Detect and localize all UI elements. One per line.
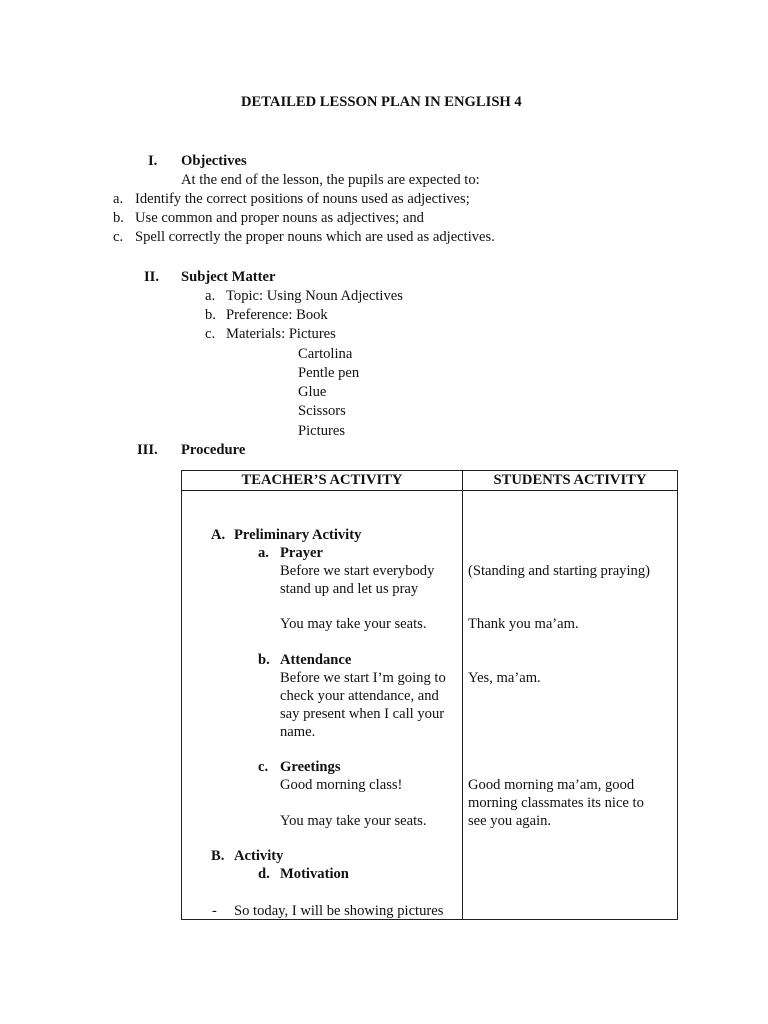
section-b-marker: B.	[211, 848, 225, 864]
attendance-marker: b.	[258, 652, 270, 668]
student-response: (Standing and starting praying)	[468, 563, 650, 579]
subject-matter-numeral: II.	[144, 269, 160, 285]
section-b-title: Activity	[234, 848, 284, 864]
subject-marker: a.	[205, 288, 216, 304]
objectives-intro: At the end of the lesson, the pupils are expected to:	[181, 172, 480, 188]
objective-marker: b.	[113, 210, 124, 226]
student-response: morning classmates its nice to	[468, 795, 644, 811]
subject-item: Topic: Using Noun Adjectives	[226, 288, 403, 304]
objective-item: Use common and proper nouns as adjectives; and	[135, 210, 424, 226]
section-a-title: Preliminary Activity	[234, 527, 362, 543]
objectives-numeral: I.	[148, 153, 158, 169]
attendance-line: Before we start I’m going to	[280, 670, 446, 686]
greetings-seats-line: You may take your seats.	[280, 813, 427, 829]
section-a-marker: A.	[211, 527, 226, 543]
material-item: Scissors	[298, 403, 346, 419]
prayer-line: stand up and let us pray	[280, 581, 419, 597]
students-activity-header: STUDENTS ACTIVITY	[493, 472, 647, 488]
motivation-title: Motivation	[280, 866, 349, 882]
student-response: Thank you ma’am.	[468, 616, 579, 632]
material-item: Cartolina	[298, 346, 353, 362]
subject-marker: b.	[205, 307, 216, 323]
greetings-line: Good morning class!	[280, 777, 403, 793]
subject-item: Preference: Book	[226, 307, 328, 323]
column-divider	[462, 471, 463, 919]
procedure-heading: Procedure	[181, 442, 246, 458]
material-item: Glue	[298, 384, 327, 400]
motivation-marker: d.	[258, 866, 270, 882]
document-title: DETAILED LESSON PLAN IN ENGLISH 4	[241, 94, 522, 110]
prayer-title: Prayer	[280, 545, 323, 561]
motivation-line: So today, I will be showing pictures	[234, 903, 444, 919]
prayer-line: Before we start everybody	[280, 563, 435, 579]
student-response: see you again.	[468, 813, 552, 829]
teacher-activity-header: TEACHER’S ACTIVITY	[241, 472, 403, 488]
greetings-title: Greetings	[280, 759, 341, 775]
student-response: Good morning ma’am, good	[468, 777, 635, 793]
subject-marker: c.	[205, 326, 216, 342]
prayer-seats-line: You may take your seats.	[280, 616, 427, 632]
material-item: Pentle pen	[298, 365, 360, 381]
material-item: Pictures	[298, 423, 346, 439]
procedure-numeral: III.	[137, 442, 158, 458]
prayer-marker: a.	[258, 545, 269, 561]
attendance-line: name.	[280, 724, 316, 740]
subject-matter-heading: Subject Matter	[181, 269, 276, 285]
objective-marker: a.	[113, 191, 124, 207]
attendance-line: check your attendance, and	[280, 688, 439, 704]
objective-item: Spell correctly the proper nouns which are used as adjectives.	[135, 229, 495, 245]
dash-bullet: -	[212, 903, 217, 919]
procedure-table	[181, 470, 678, 920]
objectives-heading: Objectives	[181, 153, 247, 169]
objective-marker: c.	[113, 229, 124, 245]
attendance-line: say present when I call your	[280, 706, 445, 722]
subject-item: Materials: Pictures	[226, 326, 336, 342]
attendance-title: Attendance	[280, 652, 352, 668]
objective-item: Identify the correct positions of nouns used as adjectives;	[135, 191, 470, 207]
header-divider	[182, 490, 677, 491]
student-response: Yes, ma’am.	[468, 670, 541, 686]
greetings-marker: c.	[258, 759, 269, 775]
